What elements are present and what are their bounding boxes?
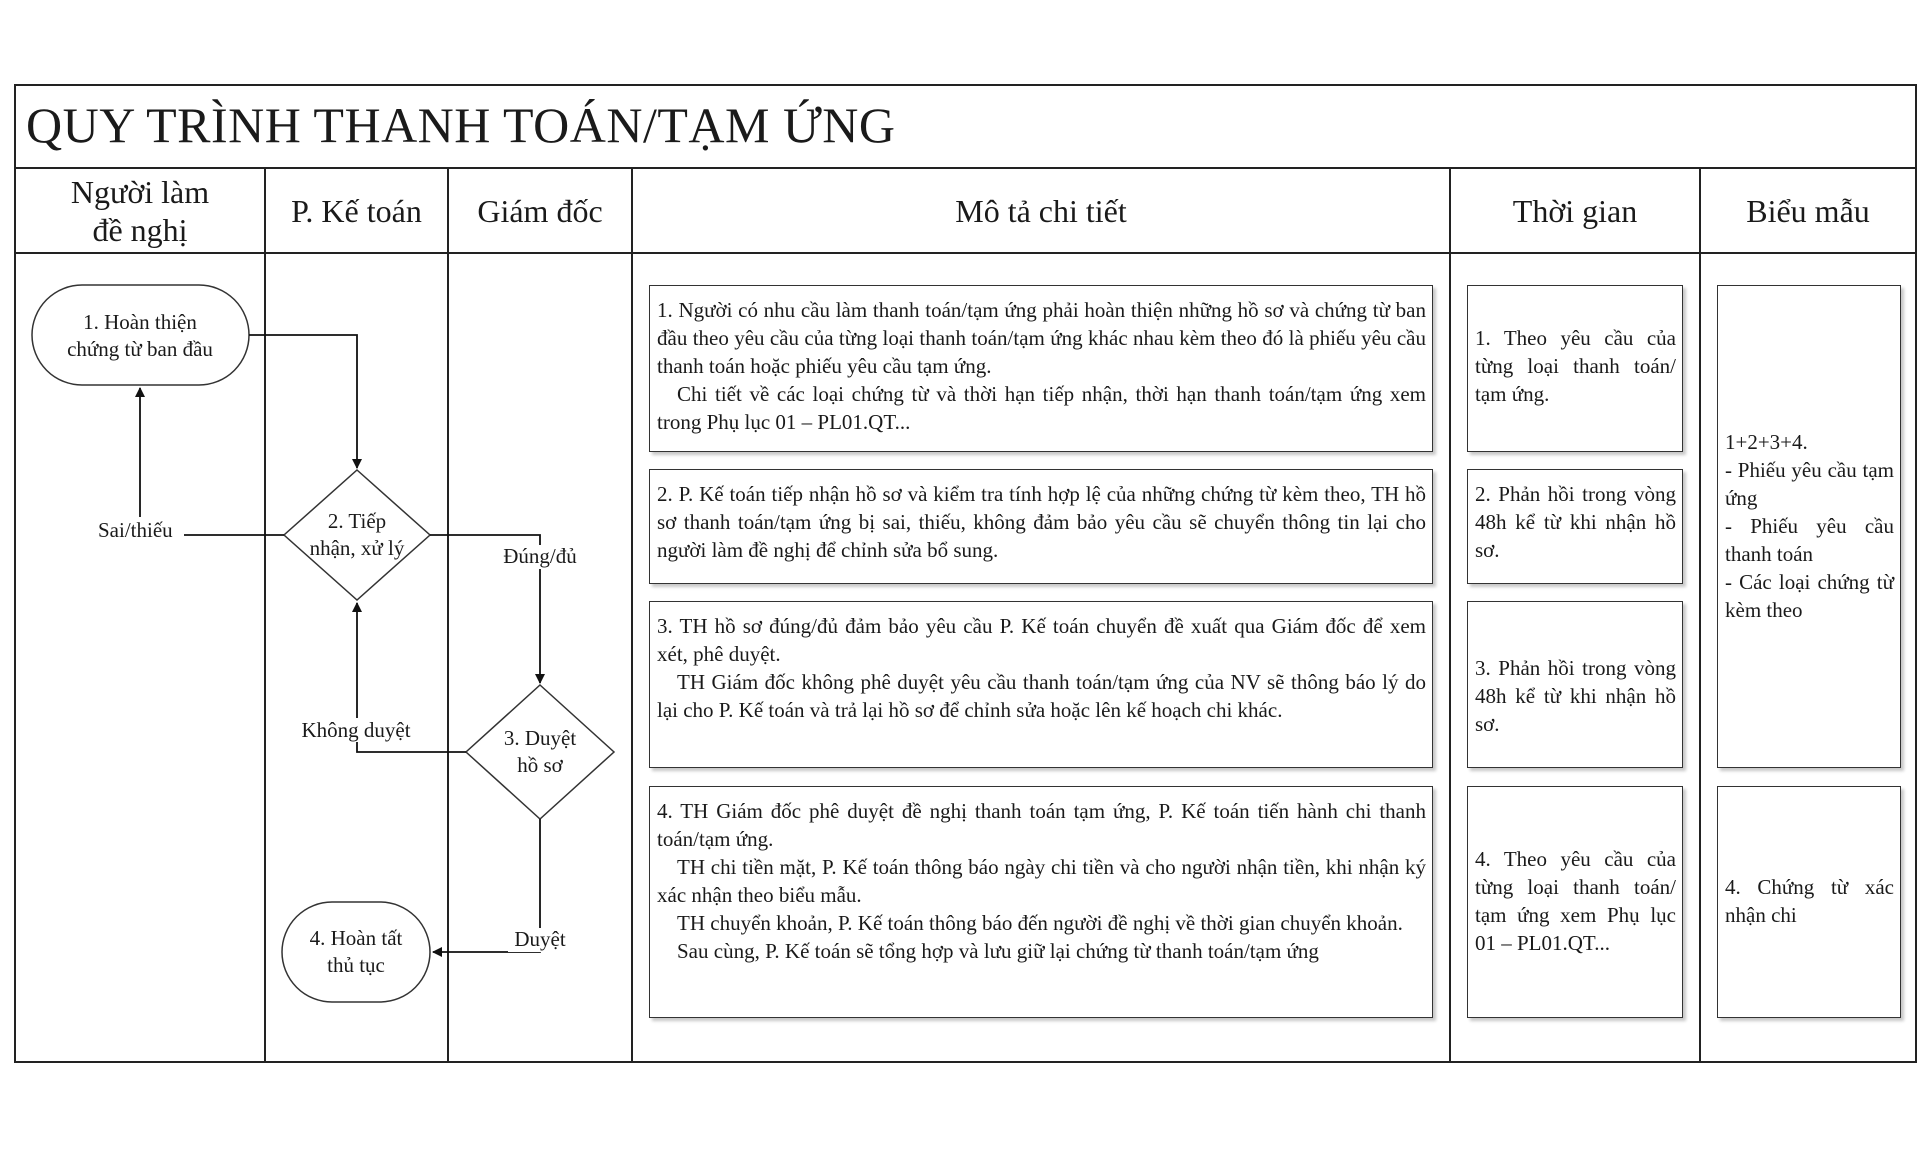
description-step1-p1: 1. Người có nhu cầu làm thanh toán/tạm ứng phải hoàn thiện những hồ sơ và chứng từ ban đầu theo yêu cầu của từng loại thanh toán/tạm ứng khác nhau kèm theo đó là phiếu yêu cầu thanh toán hoặc phiếu yêu cầu tạm ứng.: [657, 298, 1426, 378]
step2-label-line1: 2. Tiếp: [327, 509, 387, 533]
step3-label-line2: hồ sơ: [517, 753, 563, 777]
step4-label-line2: thủ tục: [327, 953, 385, 977]
forms-list-heading: 1+2+3+4.: [1725, 430, 1808, 454]
time-step3: [1467, 601, 1683, 768]
step2-decision: [284, 470, 430, 600]
description-step1-p2: Chi tiết về các loại chứng từ và thời hạn tiếp nhận, thời hạn thanh toán/tạm ứng xem trong Phụ lục 01 – PL01.QT...: [657, 382, 1426, 434]
forms-step4-text: 4. Chứng từ xác nhận chi: [1725, 875, 1894, 927]
time-step4-text: 4. Theo yêu cầu của từng loại thanh toán/ tạm ứng xem Phụ lục 01 – PL01.QT...: [1475, 847, 1676, 955]
description-step4-p4: Sau cùng, P. Kế toán sẽ tổng hợp và lưu giữ lại chứng từ thanh toán/tạm ứng: [677, 939, 1319, 963]
time-step4: [1467, 786, 1683, 1018]
step4-terminal: [282, 902, 430, 1002]
time-step1-text: 1. Theo yêu cầu của từng loại thanh toán/ tạm ứng.: [1475, 326, 1676, 406]
step1-terminal: [32, 285, 249, 385]
connector-step2-wrong-to-step1: [140, 388, 284, 535]
forms-list-item: - Phiếu yêu cầu tạm ứng: [1725, 458, 1894, 510]
page-title: QUY TRÌNH THANH TOÁN/TẠM ỨNG: [26, 97, 896, 153]
step3-label-line1: 3. Duyệt: [503, 726, 577, 750]
label-wrong: Sai/thiếu: [98, 518, 173, 542]
step2-label-line2: nhận, xử lý: [309, 536, 405, 560]
description-step3-p1: 3. TH hồ sơ đúng/đủ đảm bảo yêu cầu P. Kế toán chuyển đề xuất qua Giám đốc để xem xét, phê duyệt.: [657, 614, 1426, 666]
description-step4-p2: TH chi tiền mặt, P. Kế toán thông báo ngày chi tiền và cho người nhận tiền, khi nhận ký xác nhận theo biểu mẫu.: [657, 855, 1426, 907]
description-step4-p3: TH chuyển khoản, P. Kế toán thông báo đến người đề nghị về thời gian chuyển khoản.: [677, 911, 1403, 935]
description-step2-p1: 2. P. Kế toán tiếp nhận hồ sơ và kiểm tra tính hợp lệ của những chứng từ kèm theo, TH hồ sơ thanh toán/tạm ứng bị sai, thiếu, không đảm bảo yêu cầu sẽ chuyển thông tin lại cho người làm đề nghị để chỉnh sửa bổ sung.: [657, 482, 1426, 562]
time-step1: [1467, 285, 1683, 452]
description-step3: [649, 601, 1433, 768]
forms-list-item: - Các loại chứng từ kèm theo: [1725, 570, 1894, 622]
header-time: Thời gian: [1512, 192, 1638, 229]
label-ok: Đúng/đủ: [503, 544, 577, 568]
header-director: Giám đốc: [477, 192, 603, 229]
header-accounting: P. Kế toán: [291, 192, 422, 229]
step1-label-line1: 1. Hoàn thiện: [83, 310, 197, 334]
header-forms: Biểu mẫu: [1746, 192, 1870, 229]
label-rejected: Không duyệt: [301, 718, 411, 742]
header-requester-line1: Người làm: [70, 173, 210, 210]
forms-list-item: - Phiếu yêu cầu thanh toán: [1725, 514, 1894, 566]
time-step2-text: 2. Phản hồi trong vòng 48h kể từ khi nhận hồ sơ.: [1475, 482, 1676, 562]
description-step4: [649, 786, 1433, 1018]
time-step2: [1467, 469, 1683, 584]
header-requester-line2: đề nghị: [92, 211, 188, 248]
header-description: Mô tả chi tiết: [955, 192, 1127, 229]
time-step3-text: 3. Phản hồi trong vòng 48h kể từ khi nhận hồ sơ.: [1475, 656, 1676, 736]
label-approved: Duyệt: [514, 927, 566, 951]
step4-label-line1: 4. Hoàn tất: [309, 926, 403, 950]
forms-steps-1-4: [1717, 285, 1901, 768]
forms-step4: [1717, 786, 1901, 1018]
step1-label-line2: chứng từ ban đầu: [67, 337, 213, 361]
connector-step1-to-step2: [249, 335, 357, 468]
description-step3-p2: TH Giám đốc không phê duyệt yêu cầu thanh toán/tạm ứng của NV sẽ thông báo lý do lại cho P. Kế toán và trả lại hồ sơ để chỉnh sửa hoặc lên kế hoạch chi khác.: [657, 670, 1426, 722]
description-step2: [649, 469, 1433, 584]
step3-decision: [466, 685, 614, 819]
description-step4-p1: 4. TH Giám đốc phê duyệt đề nghị thanh toán tạm ứng, P. Kế toán tiến hành chi thanh toán/tạm ứng.: [657, 799, 1426, 851]
description-step1: [649, 285, 1433, 452]
